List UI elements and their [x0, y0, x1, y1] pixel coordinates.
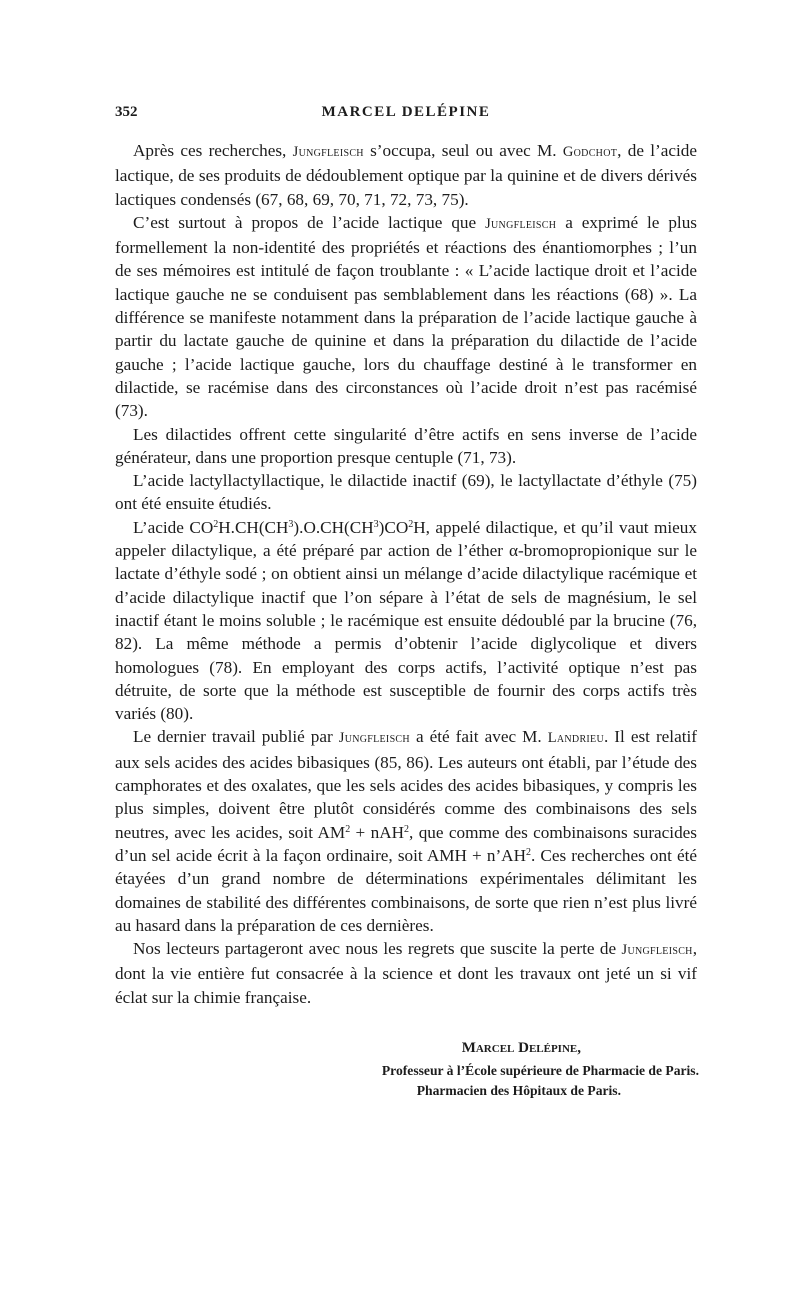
paragraph-text: H, appelé dilactique, et qu’il vaut mieux appeler dilactylique, a été préparé par action de l’éther α-bromopropionique sur le lactate d’éthyle sodé ; on obtient ainsi un mélange d’acide dilactylique racémique et d’acide dilactylique inactif que l’on sépare à l’état de sels de magnésium, le sel inactif étant le moins soluble ; le racémique est ensuite dédoublé par la brucine (76, 82). La même méthode a permis d’obtenir l’acide diglycolique et divers homologues (78). En employant des corps actifs, l’activité optique n’est pas détruite, de sorte que la méthode est susceptible de fournir des corps actifs très variés (80). — [115, 517, 697, 724]
formula-superscript: 3 — [373, 518, 379, 530]
paragraph-text: H.CH(CH — [218, 517, 289, 537]
paragraph-text: L’acide lactyllactyllactique, le dilactide inactif (69), le lactyllactate d’éthyle (75) ont été ensuite étudiés. — [115, 471, 697, 514]
formula-superscript: 2 — [526, 846, 531, 858]
formula-superscript: 3 — [288, 518, 294, 530]
running-title: MARCEL DELÉPINE — [321, 104, 491, 120]
paragraph-text: a exprimé le plus formellement la non-identité des propriétés et réactions des énantiomorphes ; l’un de ses mémoires est intitulé de façon troublante : « L’acide lactique droit et l’acide lactique gauche ne se conduisent pas semblablement dans les réactions (68) ». La différence se manifeste notamment dans la préparation de l’acide lactique gauche à partir du lactate gauche de quinine et dans la préparation du dilactide de l’acide gauche ; l’acide lactique gauche, lors du chauffage destiné à le transformer en dilactide, se racémise dans des circonstances où l’acide droit n’est pas racémisé (73). — [115, 212, 697, 421]
paragraph-text: )CO — [378, 517, 409, 537]
person-name: Godchot — [562, 144, 618, 160]
person-name: Jungfleisch — [485, 215, 557, 232]
person-name: Landrieu — [547, 730, 604, 747]
paragraph-text: Nos lecteurs partageront avec nous les regrets que suscite la perte de — [133, 939, 622, 959]
paragraph-text: , que comme des combinaisons suracides d’un sel acide écrit à la façon ordinaire, soit AMH + n’AH — [115, 822, 697, 865]
person-name: Jungfleisch — [621, 942, 693, 959]
formula-superscript: 2 — [213, 518, 219, 530]
author-title-pharmacist: Pharmacien des Hôpitaux de Paris. — [416, 1083, 621, 1098]
paragraph-text: Après ces recherches, — [133, 141, 293, 160]
paragraph-text: C’est surtout à propos de l’acide lactique que — [133, 212, 486, 232]
page-number: 352 — [115, 104, 138, 120]
paragraph-text: , de l’acide lactique, de ses produits de dédoublement optique par la quinine et de divers dérivés lactiques condensés (67, 68, 69, 70, 71, 72, 73, 75). — [115, 141, 697, 209]
formula-superscript: 2 — [408, 518, 414, 530]
paragraph-text: . Il est relatif aux sels acides des acides bibasiques (85, 86). Les auteurs ont établi, par l’étude des camphorates et des oxalates, que les sels acides des acides bibasiques, y compris les plus simples, doivent être plutôt considérés comme des combinaisons des sels neutres, avec les acides, soit AM — [115, 727, 697, 842]
paragraph-text: ).O.CH(CH — [293, 517, 374, 537]
body-paragraph — [115, 725, 697, 937]
author-signature: Marcel Delépine, — [461, 1040, 581, 1056]
body-paragraph — [115, 937, 697, 1009]
paragraph-text: a été fait avec M. — [409, 727, 548, 747]
signature-block — [115, 1040, 697, 1101]
formula-superscript: 2 — [404, 823, 410, 835]
person-name: Jungfleisch — [338, 730, 410, 747]
formula-superscript: 2 — [345, 823, 351, 835]
article-body — [115, 139, 697, 1009]
body-paragraph — [115, 139, 697, 211]
paragraph-text: + nAH — [350, 822, 405, 842]
body-paragraph — [115, 423, 697, 470]
author-title-professor: Professeur à l’École supérieure de Pharmacie de Paris. — [381, 1063, 699, 1078]
paragraph-text: L’acide CO — [133, 517, 214, 537]
person-name: Jungfleisch — [292, 144, 364, 160]
paragraph-text: Le dernier travail publié par — [133, 727, 339, 747]
page-header — [115, 104, 697, 126]
paragraph-text: Les dilactides offrent cette singularité d’être actifs en sens inverse de l’acide générateur, dans une proportion presque centuple (71, 73). — [115, 424, 697, 467]
body-paragraph — [115, 211, 697, 423]
body-paragraph — [115, 469, 697, 516]
paragraph-text: , dont la vie entière fut consacrée à la science et dont les travaux ont jeté un si vif éclat sur la chimie française. — [115, 939, 697, 1007]
paragraph-text: s’occupa, seul ou avec M. — [363, 141, 563, 160]
body-paragraph — [115, 516, 697, 726]
paragraph-text: . Ces recherches ont été étayées d’un grand nombre de déterminations expérimentales délimitant les domaines de stabilité des différentes combinaisons, de sorte que rien n’est plus livré au hasard dans la préparation de ces dernières. — [115, 845, 697, 935]
